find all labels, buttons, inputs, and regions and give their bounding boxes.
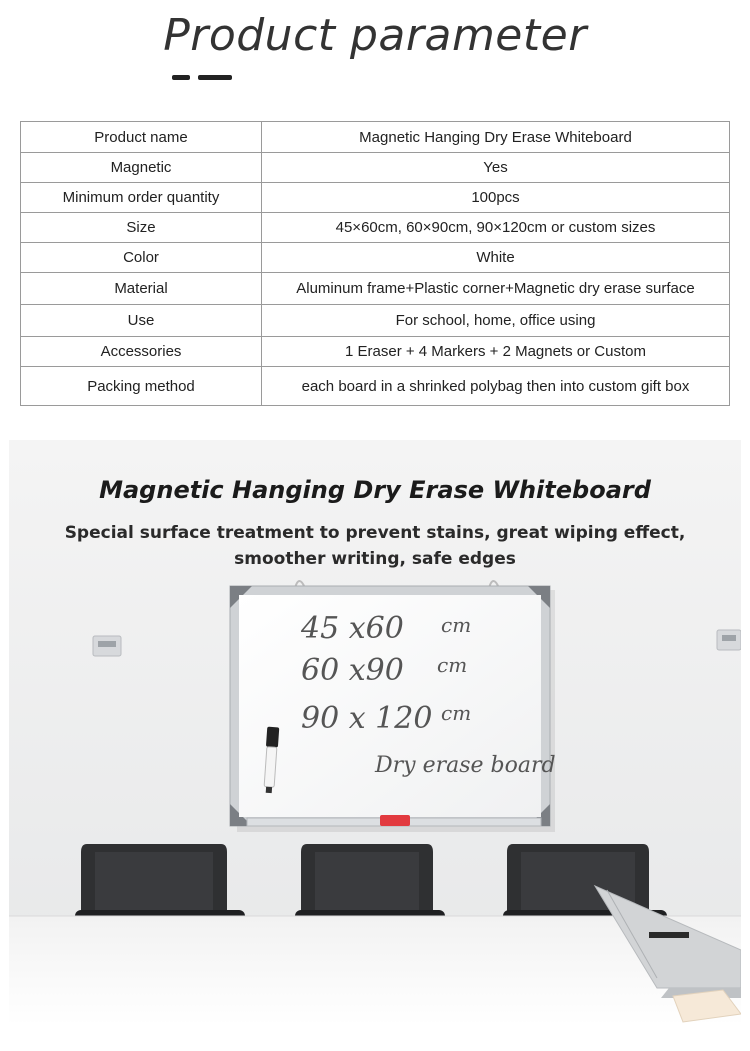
param-value: Aluminum frame+Plastic corner+Magnetic dry erase surface xyxy=(262,273,730,305)
product-parameter-table xyxy=(20,121,730,406)
photo-title: Magnetic Hanging Dry Erase Whiteboard xyxy=(99,476,651,504)
table-row xyxy=(21,213,730,243)
board-line-1-unit: cm xyxy=(441,613,472,637)
param-name: Size xyxy=(21,213,262,243)
param-value: Magnetic Hanging Dry Erase Whiteboard xyxy=(262,122,730,153)
table-row xyxy=(21,243,730,273)
board-line-2: 60 x90 xyxy=(301,653,404,688)
title-underline-left xyxy=(172,75,190,80)
board-line-3-unit: cm xyxy=(441,701,472,725)
title-underline-right xyxy=(198,75,232,80)
table-row xyxy=(21,305,730,337)
photo-subtitle-line-1: Special surface treatment to prevent stains, great wiping effect, xyxy=(64,523,686,543)
param-name: Product name xyxy=(21,122,262,153)
board-caption: Dry erase board xyxy=(375,753,556,778)
param-name: Accessories xyxy=(21,337,262,367)
param-name: Material xyxy=(21,273,262,305)
table-row xyxy=(21,337,730,367)
board-line-2-unit: cm xyxy=(437,653,468,677)
table-row xyxy=(21,122,730,153)
param-value: For school, home, office using xyxy=(262,305,730,337)
param-name: Magnetic xyxy=(21,153,262,183)
param-value: 1 Eraser + 4 Markers + 2 Magnets or Custom xyxy=(262,337,730,367)
table-row xyxy=(21,153,730,183)
param-name: Packing method xyxy=(21,367,262,406)
param-name: Color xyxy=(21,243,262,273)
photo-subtitle xyxy=(9,520,741,572)
table-row xyxy=(21,273,730,305)
param-value: 45×60cm, 60×90cm, 90×120cm or custom sizes xyxy=(262,213,730,243)
param-value: 100pcs xyxy=(262,183,730,213)
param-name: Use xyxy=(21,305,262,337)
param-value: White xyxy=(262,243,730,273)
param-value: Yes xyxy=(262,153,730,183)
table-row xyxy=(21,367,730,406)
table-row xyxy=(21,183,730,213)
param-value: each board in a shrinked polybag then into custom gift box xyxy=(262,367,730,406)
board-line-3: 90 x 120 xyxy=(301,701,433,736)
product-photo xyxy=(9,440,741,1025)
page-title: Product parameter xyxy=(163,10,587,61)
param-name: Minimum order quantity xyxy=(21,183,262,213)
board-line-1: 45 x60 xyxy=(301,611,404,646)
photo-subtitle-line-2: smoother writing, safe edges xyxy=(234,549,516,569)
